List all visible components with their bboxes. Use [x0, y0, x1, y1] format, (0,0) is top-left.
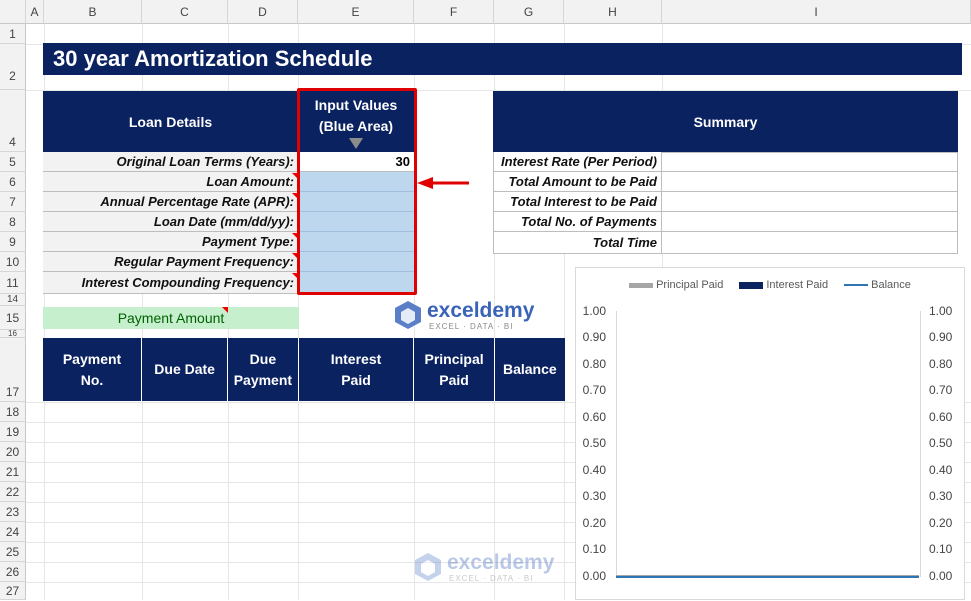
- col-due-payment-line1: Due: [249, 350, 277, 367]
- total-interest-value[interactable]: [662, 192, 958, 212]
- col-balance[interactable]: [495, 338, 565, 401]
- column-header-h[interactable]: H: [564, 0, 662, 24]
- column-header-a[interactable]: A: [26, 0, 44, 24]
- pointer-arrow-icon: [417, 176, 471, 190]
- y-tick-right: 0.40: [929, 463, 953, 477]
- row-header[interactable]: 4: [0, 90, 26, 152]
- row-header[interactable]: 26: [0, 562, 26, 582]
- loan-date-label: Loan Date (mm/dd/yy):: [43, 212, 298, 232]
- payment-amount-label[interactable]: Payment Amount: [43, 307, 299, 329]
- exceldemy-watermark-text: exceldemy: [447, 551, 555, 574]
- row-header[interactable]: 1: [0, 24, 26, 44]
- total-amount-label: Total Amount to be Paid: [493, 172, 662, 192]
- row-header[interactable]: 15: [0, 306, 26, 330]
- exceldemy-logo-icon: [394, 300, 422, 330]
- total-time-label: Total Time: [493, 232, 662, 254]
- loan-term-label: Original Loan Terms (Years):: [43, 152, 298, 172]
- y-tick-right: 0.60: [929, 410, 953, 424]
- row-header[interactable]: 7: [0, 192, 26, 212]
- y-tick-left: 0.50: [582, 436, 606, 450]
- legend-balance-label: Balance: [871, 279, 911, 291]
- row-header[interactable]: 2: [0, 44, 26, 90]
- y-tick-left: 0.70: [582, 383, 606, 397]
- col-payment-no-line2: No.: [80, 371, 104, 388]
- schedule-header: [43, 338, 565, 401]
- row-header[interactable]: 24: [0, 522, 26, 542]
- legend-swatch-interest: [739, 282, 763, 289]
- exceldemy-tagline: EXCEL · DATA · BI: [429, 322, 514, 331]
- total-payments-value[interactable]: [662, 212, 958, 232]
- exceldemy-watermark: [414, 552, 564, 586]
- y-axis-right: [929, 268, 964, 601]
- row-header[interactable]: 23: [0, 502, 26, 522]
- col-due-payment[interactable]: [228, 338, 298, 401]
- row-header[interactable]: 17: [0, 338, 26, 402]
- y-axis-left: [576, 268, 606, 601]
- row-header[interactable]: 11: [0, 272, 26, 294]
- legend-interest-label: Interest Paid: [766, 279, 829, 291]
- payment-type-label: Payment Type:: [43, 232, 298, 252]
- col-due-date[interactable]: [142, 338, 228, 401]
- row-header[interactable]: 20: [0, 442, 26, 462]
- plot-area: [616, 311, 921, 577]
- series-balance: [616, 576, 919, 578]
- row-header[interactable]: 27: [0, 582, 26, 600]
- exceldemy-watermark-tagline: EXCEL · DATA · BI: [449, 574, 534, 583]
- col-principal-paid[interactable]: [414, 338, 494, 401]
- column-header-e[interactable]: E: [298, 0, 414, 24]
- legend-interest-paid: [739, 279, 828, 291]
- y-tick-left: 0.80: [582, 357, 606, 371]
- total-payments-label: Total No. of Payments: [493, 212, 662, 232]
- total-amount-value[interactable]: [662, 172, 958, 192]
- y-tick-left: 0.40: [582, 463, 606, 477]
- y-tick-right: 0.00: [929, 569, 953, 583]
- input-area-highlight: [297, 88, 417, 295]
- y-tick-right: 0.10: [929, 542, 953, 556]
- y-tick-left: 0.00: [582, 569, 606, 583]
- y-tick-left: 0.60: [582, 410, 606, 424]
- exceldemy-brand-text: exceldemy: [427, 299, 535, 322]
- y-tick-right: 0.90: [929, 330, 953, 344]
- col-payment-no-line1: Payment: [62, 350, 122, 367]
- col-interest-paid[interactable]: [299, 338, 415, 401]
- amortization-chart[interactable]: [575, 267, 965, 600]
- row-header[interactable]: 18: [0, 402, 26, 422]
- column-header-g[interactable]: G: [494, 0, 564, 24]
- row-header[interactable]: 21: [0, 462, 26, 482]
- total-interest-label: Total Interest to be Paid: [493, 192, 662, 212]
- interest-rate-label: Interest Rate (Per Period): [493, 152, 662, 172]
- y-tick-left: 0.10: [582, 542, 606, 556]
- comment-indicator[interactable]: [222, 307, 228, 313]
- legend-swatch-balance: [844, 284, 868, 286]
- col-payment-no[interactable]: [43, 338, 142, 401]
- y-tick-left: 0.90: [582, 330, 606, 344]
- row-header[interactable]: 25: [0, 542, 26, 562]
- col-due-date-label: Due Date: [154, 361, 215, 377]
- corner-select-all[interactable]: [0, 0, 26, 24]
- col-balance-label: Balance: [502, 361, 557, 377]
- compounding-frequency-label: Interest Compounding Frequency:: [43, 272, 298, 294]
- row-header[interactable]: 9: [0, 232, 26, 252]
- y-tick-right: 0.80: [929, 357, 953, 371]
- col-interest-paid-line2: Paid: [341, 371, 371, 388]
- payment-frequency-label: Regular Payment Frequency:: [43, 252, 298, 272]
- legend-principal-label: Principal Paid: [656, 279, 724, 291]
- column-header-c[interactable]: C: [142, 0, 228, 24]
- y-tick-left: 0.20: [582, 516, 606, 530]
- col-due-payment-line2: Payment: [233, 371, 293, 388]
- loan-amount-label: Loan Amount:: [43, 172, 298, 192]
- y-tick-right: 0.20: [929, 516, 953, 530]
- y-tick-right: 1.00: [929, 304, 953, 318]
- row-header[interactable]: 16: [0, 330, 26, 338]
- y-tick-right: 0.30: [929, 489, 953, 503]
- column-header-f[interactable]: F: [414, 0, 494, 24]
- legend-swatch-principal: [629, 283, 653, 288]
- row-header[interactable]: 10: [0, 252, 26, 272]
- row-header[interactable]: 19: [0, 422, 26, 442]
- column-header-i[interactable]: I: [662, 0, 971, 24]
- loan-details-header[interactable]: Loan Details: [43, 91, 298, 153]
- row-header[interactable]: 6: [0, 172, 26, 192]
- interest-rate-value[interactable]: [662, 152, 958, 172]
- column-header-d[interactable]: D: [228, 0, 298, 24]
- legend-principal-paid: [629, 279, 723, 291]
- input-header-line2: (Blue Area): [318, 118, 394, 134]
- col-principal-paid-line2: Paid: [439, 371, 469, 388]
- exceldemy-watermark-icon: [414, 552, 442, 582]
- col-principal-paid-line1: Principal: [424, 350, 484, 367]
- col-interest-paid-line1: Interest: [330, 350, 382, 367]
- y-tick-right: 0.50: [929, 436, 953, 450]
- input-header-line1: Input Values: [314, 97, 398, 113]
- apr-label: Annual Percentage Rate (APR):: [43, 192, 298, 212]
- row-header[interactable]: 5: [0, 152, 26, 172]
- chart-legend: [576, 279, 964, 291]
- exceldemy-logo: [394, 300, 544, 334]
- loan-term-input[interactable]: 30: [298, 152, 414, 172]
- legend-balance: [844, 279, 911, 291]
- row-header[interactable]: 14: [0, 294, 26, 306]
- row-header[interactable]: 8: [0, 212, 26, 232]
- column-header-b[interactable]: B: [44, 0, 142, 24]
- y-tick-right: 0.70: [929, 383, 953, 397]
- page-title[interactable]: 30 year Amortization Schedule: [43, 43, 962, 75]
- y-tick-left: 0.30: [582, 489, 606, 503]
- row-header[interactable]: 22: [0, 482, 26, 502]
- y-tick-left: 1.00: [582, 304, 606, 318]
- summary-header[interactable]: Summary: [493, 91, 958, 153]
- total-time-value[interactable]: [662, 232, 958, 254]
